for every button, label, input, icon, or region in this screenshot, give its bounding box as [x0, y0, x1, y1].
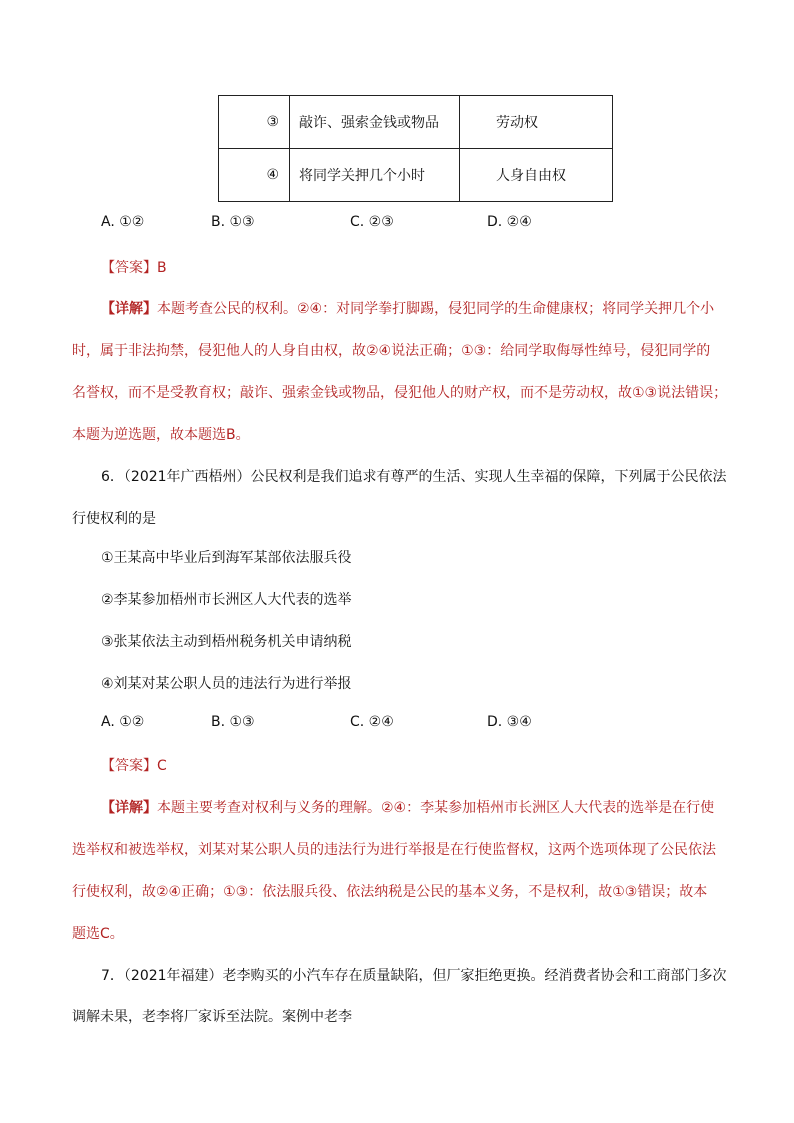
q6-option-b: B. ①③ — [211, 714, 255, 730]
q6-answer: 【答案】C — [101, 758, 167, 774]
table-cell-right: 人身自由权 — [460, 149, 613, 202]
q5-answer: 【答案】B — [101, 260, 167, 276]
q6-item: ③张某依法主动到梧州税务机关申请纳税 — [101, 634, 352, 650]
q6-item: ④刘某对某公职人员的违法行为进行举报 — [101, 676, 352, 692]
q6-detail-text: 本题主要考查对权利与义务的理解。②④：李某参加梧州市长洲区人大代表的选举是在行使 — [157, 800, 715, 816]
table-cell-number: ③ — [219, 96, 290, 149]
q5-detail-label: 【详解】 — [101, 301, 157, 317]
q6-stem-line: 6．（2021年广西梧州）公民权利是我们追求有尊严的生活、实现人生幸福的保障，下列属于公民依法 — [101, 469, 727, 485]
q6-option-a: A. ①② — [101, 714, 145, 730]
q5-detail-line: 时，属于非法拘禁，侵犯他人的人身自由权，故②④说法正确；①③：给同学取侮辱性绰号，侵犯同学的 — [72, 343, 711, 359]
q5-detail-line: 本题为逆选题，故本题选B。 — [72, 427, 250, 443]
table-row — [219, 149, 613, 202]
table-cell-behavior: 将同学关押几个小时 — [290, 149, 460, 202]
table-cell-behavior: 敲诈、强索金钱或物品 — [290, 96, 460, 149]
q6-detail-line: 题选C。 — [72, 926, 124, 942]
q5-option-b: B. ①③ — [211, 214, 255, 230]
table-cell-number: ④ — [219, 149, 290, 202]
rights-table — [218, 95, 613, 202]
q7-stem-line: 7．（2021年福建）老李购买的小汽车存在质量缺陷，但厂家拒绝更换。经消费者协会和工商部门多次 — [101, 968, 727, 984]
q5-detail-line: 名誉权，而不是受教育权；敲诈、强索金钱或物品，侵犯他人的财产权，而不是劳动权，故①③说法错误； — [72, 385, 728, 401]
q6-detail-line: 行使权利，故②④正确；①③：依法服兵役、依法纳税是公民的基本义务，不是权利，故①③错误；故本 — [72, 884, 708, 900]
q6-option-c: C. ②④ — [350, 714, 394, 730]
table-row — [219, 96, 613, 149]
table-cell-right: 劳动权 — [460, 96, 613, 149]
q7-stem-line: 调解未果，老李将厂家诉至法院。案例中老李 — [72, 1009, 352, 1025]
q6-stem-line: 行使权利的是 — [72, 511, 156, 527]
q5-detail-line — [101, 298, 714, 318]
q6-option-d: D. ③④ — [487, 714, 532, 730]
q6-item: ②李某参加梧州市长洲区人大代表的选举 — [101, 592, 352, 608]
q5-option-c: C. ②③ — [350, 214, 394, 230]
q6-detail-label: 【详解】 — [101, 800, 157, 816]
q6-item: ①王某高中毕业后到海军某部依法服兵役 — [101, 550, 352, 566]
q5-detail-text: 本题考查公民的权利。②④：对同学拳打脚踢，侵犯同学的生命健康权；将同学关押几个小 — [157, 301, 715, 317]
q5-option-a: A. ①② — [101, 214, 145, 230]
q5-option-d: D. ②④ — [487, 214, 532, 230]
q6-detail-line — [101, 797, 714, 817]
q6-detail-line: 选举权和被选举权，刘某对某公职人员的违法行为进行举报是在行使监督权，这两个选项体现了公民依法 — [72, 842, 716, 858]
